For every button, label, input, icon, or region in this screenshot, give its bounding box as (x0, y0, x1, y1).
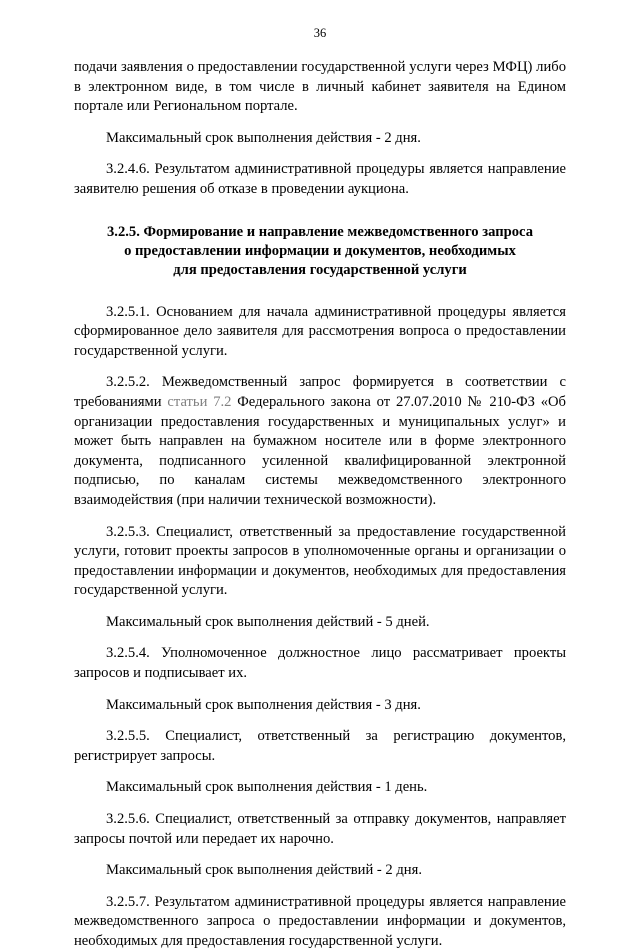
heading-line: 3.2.5. Формирование и направление межведомственного запроса (107, 223, 533, 240)
paragraph: 3.2.4.6. Результатом административной процедуры является направление заявителю решения об отказе в проведении аукциона. (74, 161, 566, 197)
heading-line: для предоставления государственной услуги (173, 261, 467, 278)
paragraph: Максимальный срок выполнения действия - 2 дня. (106, 129, 421, 146)
document-body (74, 58, 566, 952)
heading-line: о предоставлении информации и документов, необходимых (124, 242, 516, 259)
law-article-link[interactable]: статьи 7.2 (167, 393, 232, 410)
paragraph-text: 3.2.5.2. Межведомственный запрос формируется в соответствии с требованиями (74, 374, 566, 410)
paragraph: 3.2.5.1. Основанием для начала административной процедуры является сформированное дело заявителя для рассмотрения вопроса о предоставлении государственной услуги. (74, 303, 566, 359)
paragraph: 3.2.5.7. Результатом административной процедуры является направление межведомственного запроса о предоставлении информации и документов, необходимых для предоставления государственной услуги. (74, 893, 566, 949)
paragraph: Максимальный срок выполнения действия - 3 дня. (106, 696, 421, 713)
paragraph: Максимальный срок выполнения действий - 5 дней. (106, 613, 430, 630)
paragraph: Максимальный срок выполнения действия - 1 день. (106, 779, 428, 796)
paragraph: Максимальный срок выполнения действий - 2 дня. (106, 862, 422, 879)
paragraph (74, 373, 566, 510)
page-number: 36 (313, 26, 327, 40)
paragraph-text: Федерального закона от 27.07.2010 № 210-ФЗ «Об организации предоставления государственных и муниципальных услуг» и может быть направлен на бумажном носителе или в форме электронного документа, подписанного усиленной квалифицированной электронной подписью, по каналам системы межведомственного электронного взаимодействия (при наличии технической возможности). (74, 393, 566, 508)
paragraph: 3.2.5.5. Специалист, ответственный за регистрацию документов, регистрирует запросы. (74, 728, 566, 764)
paragraph: 3.2.5.4. Уполномоченное должностное лицо рассматривает проекты запросов и подписывает их. (74, 645, 566, 682)
paragraph: 3.2.5.3. Специалист, ответственный за предоставление государственной услуги, готовит проекты запросов в уполномоченные органы и организации о предоставлении информации и документов, необходимых для предоставления государственной услуги. (74, 523, 566, 599)
section-heading (74, 223, 566, 280)
paragraph: подачи заявления о предоставлении государственной услуги через МФЦ) либо в электронном виде, в том числе в личный кабинет заявителя на Едином портале или Региональном портале. (74, 59, 566, 115)
paragraph: 3.2.5.6. Специалист, ответственный за отправку документов, направляет запросы почтой или передает их нарочно. (74, 811, 566, 847)
